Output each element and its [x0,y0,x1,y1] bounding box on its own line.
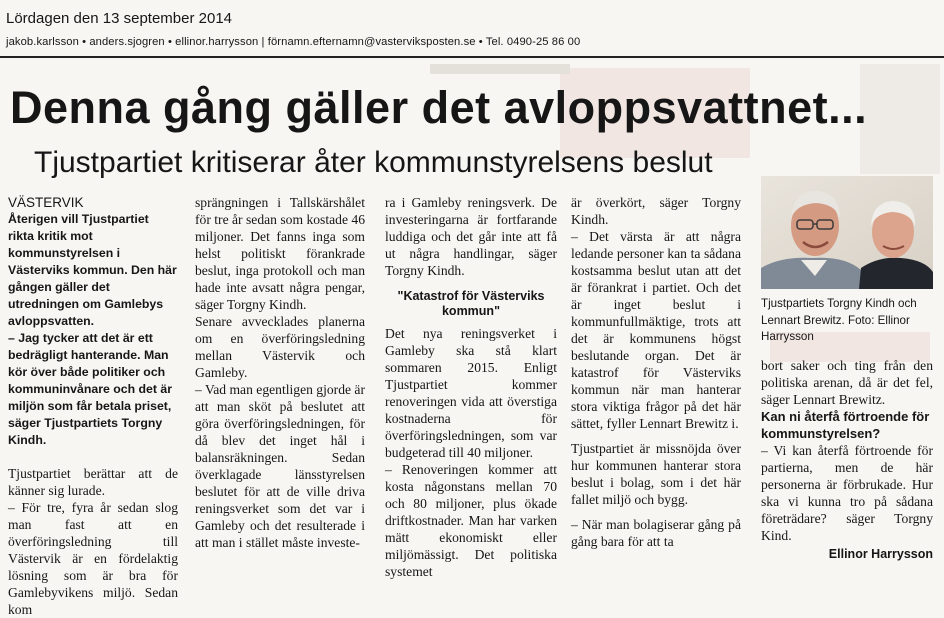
body-paragraph: sprängningen i Tallskärshålet för tre år sedan som kostade 46 miljoner. Det fanns inga som helst politiskt förankrade beslut, inga protokoll och man hade inte avsatt några pengar, säger Torgny Kindh. [195,195,365,312]
issue-date: Lördagen den 13 september 2014 [6,10,233,27]
ingress: Återigen vill Tjustpartiet rikta kritik mot kommunstyrelsen i Västerviks kommun. Den här gången gäller det utredningen om Gamlebys avloppsvatten. [8,212,177,328]
header-rule [0,56,944,58]
body-paragraph: bort saker och ting från den politiska arenan, då är det fel, säger Lennart Brewitz. [761,358,933,407]
body-paragraph: – När man bolagiserar gång på gång bara för att ta [571,517,741,549]
body-paragraph: är överkört, säger Torgny Kindh. [571,195,741,227]
dateline: VÄSTERVIK [8,195,84,210]
interview-question: Kan ni återfå förtroende för kommunstyrelsen? [761,409,930,441]
body-paragraph: – Vi kan återfå förtroende för partierna, men de här personerna är förbrukade. Hur ska vi kunna tro på sådana företrädare? säger Torgny Kind. [761,443,933,543]
body-paragraph: Tjustpartiet berättar att de känner sig lurade. [8,466,178,498]
article-column-3 [385,194,557,580]
subheadline: Tjustpartiet kritiserar åter kommunstyrelsens beslut [34,146,713,179]
body-paragraph: Senare avvecklades planerna om en överföringsledning mellan Västervik och Gamleby. [195,314,365,380]
crosshead: "Katastrof för Västerviks kommun" [397,289,545,318]
article-column-2 [195,194,365,551]
article-column-5 [761,357,933,563]
article-column-1 [8,194,178,618]
body-paragraph: Det nya reningsverket i Gamleby ska stå klart sommaren 2015. Enligt Tjustpartiet kommer renoveringen vida att överstiga kostnaderna för överföringsledningen, som var budgeterad till 40 miljoner. [385,326,557,460]
body-paragraph: – Det värsta är att några ledande personer kan ta sådana kostsamma beslut utan att det är förankrat i partiet. Och det är inget beslut i kommunfullmäktige, trots att det är kommunens högst beslutande organ. Det är katastrof för Västerviks kommun när man hanterar stora viktiga frågor på det här sättet, fyller Lennart Brewitz i. [571,229,741,431]
photo-caption: Tjustpartiets Torgny Kindh och Lennart Brewitz. Foto: Ellinor Harrysson [761,297,917,343]
body-paragraph: Tjustpartiet är missnöjda över hur kommunen hanterar stora beslut i bolag, som i det här fallet miljö och bygg. [571,441,741,507]
article-photo [761,176,933,289]
body-paragraph: – Renoveringen kommer att kosta någonstans mellan 70 och 80 miljoner, plus ökade driftkostnader. Man har varken mätt ekonomiskt eller miljömässigt. Det politiska systemet [385,462,557,579]
article-column-4 [571,194,741,550]
body-paragraph: – För tre, fyra år sedan slog man fast att en överföringsledning till Västervik är en fördelaktig lösning som är bra för Gamlebyvikens miljö. Sedan kom [8,500,178,617]
portrait-photo-illustration [761,176,933,289]
body-paragraph: – Vad man egentligen gjorde är att man sköt på beslutet att göra överföringsledningen, för då blev det inget hål i balansräkningen. Sedan överklagade länsstyrelsen beslutet för att de ville driva reningsverket som det var i Gamleby och det resulterade i att man i stället måste investe- [195,382,365,550]
staff-contacts: jakob.karlsson • anders.sjogren • ellinor.harrysson | förnamn.efternamn@vasterviksposten.se • Tel. 0490-25 86 00 [6,36,581,48]
author-signature: Ellinor Harrysson [828,547,933,561]
body-paragraph: ra i Gamleby reningsverk. De investeringarna är fortfarande luddiga och det går inte att få ut några handlingar, säger Torgny Kindh. [385,195,557,278]
headline: Denna gång gäller det avloppsvattnet... [10,82,868,133]
ingress-quote: – Jag tycker att det är ett bedrägligt hanterande. Man kör över både politiker och kommuninvånare och det är miljön som får betala priset, säger Tjustpartiets Torgny Kindh. [8,331,173,447]
